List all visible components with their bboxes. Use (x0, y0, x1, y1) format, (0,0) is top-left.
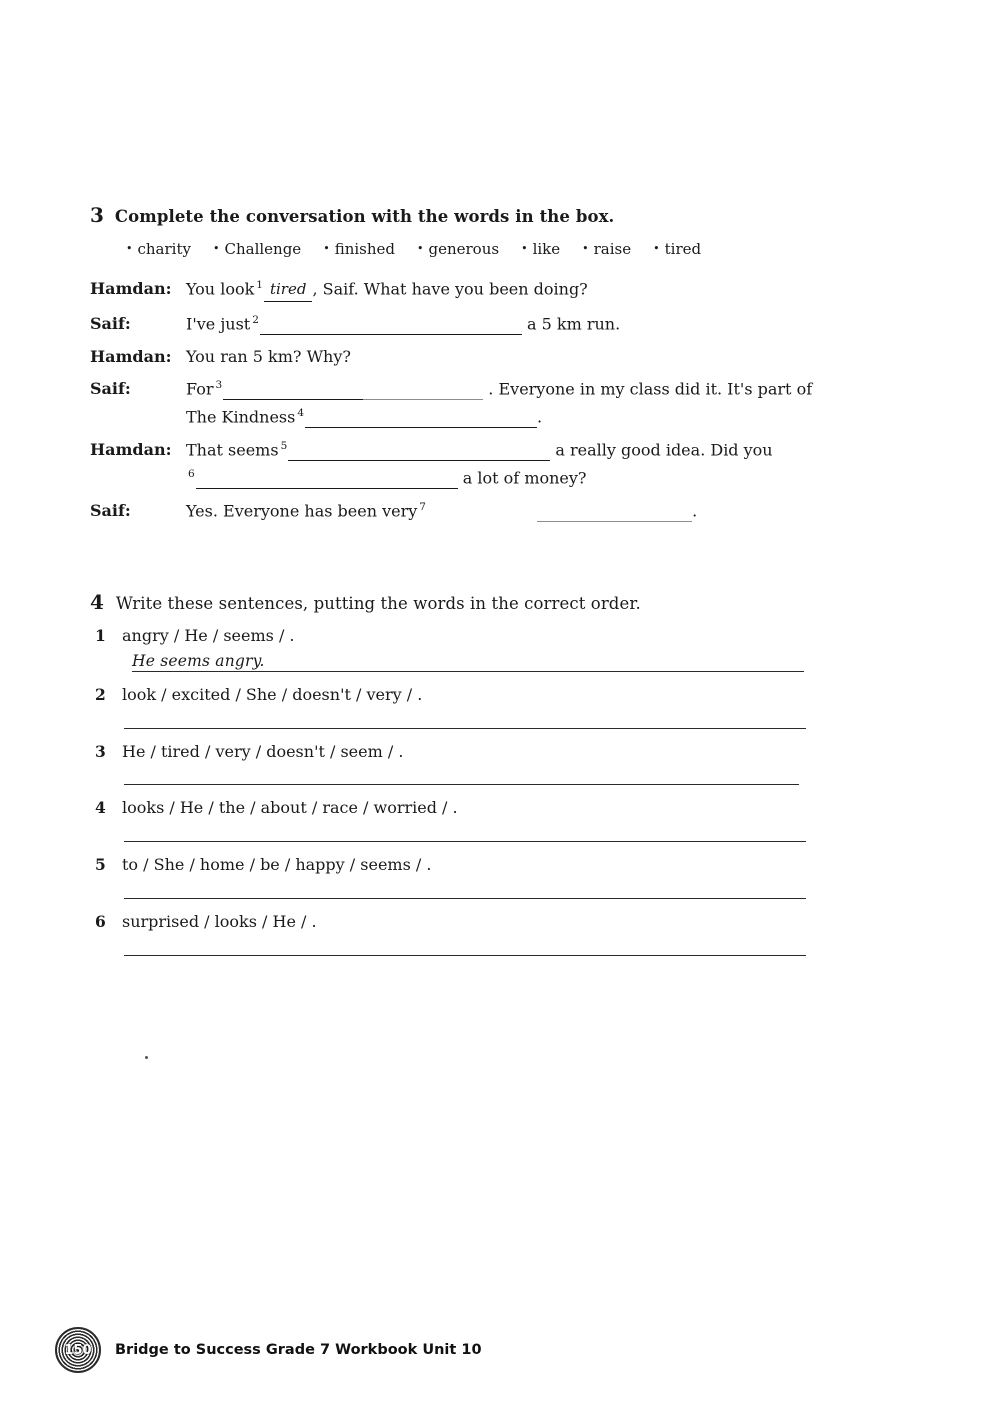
question-prompt: angry / He / seems / . (122, 626, 295, 645)
dialogue-line (90, 313, 850, 335)
question-item (90, 798, 850, 842)
blank-number: 3 (215, 379, 223, 392)
question-number: 2 (95, 684, 106, 704)
exercise-3-instruction: Complete the conversation with the words in the box. (114, 207, 615, 226)
dialogue-text (186, 313, 850, 335)
question-prompt: surprised / looks / He / . (122, 911, 317, 931)
question-item (90, 855, 850, 899)
dialogue-text: You ran 5 km? Why? (186, 346, 351, 366)
question-prompt: to / She / home / be / happy / seems / . (122, 855, 432, 875)
answer-blank-2[interactable] (260, 319, 522, 335)
question-prompt: looks / He / the / about / race / worried / . (122, 798, 458, 818)
word-box-item: • generous (417, 240, 499, 258)
question-number: 6 (95, 911, 106, 931)
dialogue-text-post: a really good idea. Did you (555, 440, 773, 460)
dialogue-text (186, 378, 850, 428)
dialogue-line (90, 500, 850, 522)
blank-number: 7 (419, 500, 426, 513)
dialogue-text (186, 439, 850, 489)
word-box-item: • finished (323, 240, 395, 258)
question-item (90, 742, 850, 786)
answer-blank-1[interactable]: tired (264, 279, 312, 301)
page-number-badge: 150 (55, 1327, 101, 1373)
dialogue-text-pre: Yes. Everyone has been very (186, 501, 418, 521)
dialogue-text-post: . (692, 501, 698, 521)
dialogue-text-post: a 5 km run. (527, 313, 621, 333)
answer-line[interactable] (124, 955, 806, 956)
dialogue-subline-post: a lot of money? (462, 468, 587, 488)
dialogue-subline-pre: The Kindness (186, 407, 296, 427)
handwritten-answer[interactable]: He seems angry. (132, 651, 265, 670)
blank-number: 1 (256, 279, 263, 291)
question-prompt: look / excited / She / doesn't / very / . (122, 684, 423, 704)
answer-line[interactable] (132, 651, 804, 672)
dialogue-text-post: . Everyone in my class did it. It's part of (488, 379, 813, 399)
answer-line[interactable] (124, 728, 806, 729)
dialogue-text-pre: I've just (186, 313, 251, 333)
question-item (90, 912, 850, 956)
answer-line[interactable] (124, 841, 806, 842)
dialogue-line (90, 378, 850, 428)
exercise-4-instruction: Write these sentences, putting the words in the correct order. (115, 594, 641, 613)
dialogue-text-pre: You look (186, 279, 255, 299)
exercise-4-header (90, 592, 850, 613)
word-box-item: • Challenge (213, 240, 301, 258)
answer-rule (132, 671, 804, 672)
blank-number: 6 (188, 467, 195, 480)
blank-number: 4 (297, 407, 305, 420)
dialogue-text (186, 500, 850, 522)
blank-number: 2 (252, 313, 259, 326)
exercise-3-header (90, 205, 850, 226)
question-item (90, 685, 850, 729)
answer-blank-3-continuation[interactable] (363, 384, 483, 400)
speaker-label: Hamdan: (90, 346, 172, 366)
speaker-label: Saif: (90, 379, 131, 399)
word-box-item: • raise (582, 240, 631, 258)
speaker-label: Hamdan: (90, 279, 172, 299)
blank-number: 5 (280, 439, 288, 452)
dialogue (90, 278, 850, 522)
answer-line[interactable] (124, 898, 806, 899)
question-number: 5 (95, 855, 106, 875)
dialogue-line (90, 439, 850, 489)
dialogue-text-pre: That seems (186, 440, 279, 460)
dialogue-subline (186, 406, 850, 428)
question-number: 4 (95, 798, 106, 818)
dialogue-text (186, 278, 850, 302)
speaker-label: Saif: (90, 313, 131, 333)
exercise-3-number: 3 (90, 203, 104, 227)
page-footer (55, 1327, 482, 1373)
dialogue-text-pre: For (186, 379, 214, 399)
word-box-item: • tired (653, 240, 701, 258)
word-box (126, 240, 850, 258)
answer-line[interactable] (124, 784, 799, 785)
question-number: 3 (95, 741, 106, 761)
answer-blank-3[interactable] (223, 384, 363, 400)
question-prompt: He / tired / very / doesn't / seem / . (122, 741, 404, 761)
answer-blank-4[interactable] (305, 412, 537, 428)
speaker-label: Saif: (90, 501, 131, 521)
question-number: 1 (95, 626, 106, 645)
answer-blank-7[interactable] (537, 506, 692, 522)
exercise-4 (90, 592, 850, 956)
answer-blank-6[interactable] (196, 473, 458, 489)
exercise-4-number: 4 (90, 590, 104, 614)
answer-blank-5[interactable] (288, 445, 550, 461)
dialogue-subline-post: . (537, 407, 543, 427)
stray-mark (145, 1056, 148, 1059)
word-box-item: • charity (126, 240, 191, 258)
speaker-label: Hamdan: (90, 440, 172, 460)
exercise-3 (90, 205, 850, 533)
word-box-item: • like (521, 240, 560, 258)
dialogue-subline (186, 467, 850, 489)
dialogue-line (90, 278, 850, 302)
question-item (90, 626, 850, 672)
dialogue-text-post: , Saif. What have you been doing? (312, 279, 588, 299)
footer-title: Bridge to Success Grade 7 Workbook Unit 10 (115, 1342, 482, 1358)
dialogue-line (90, 346, 850, 368)
